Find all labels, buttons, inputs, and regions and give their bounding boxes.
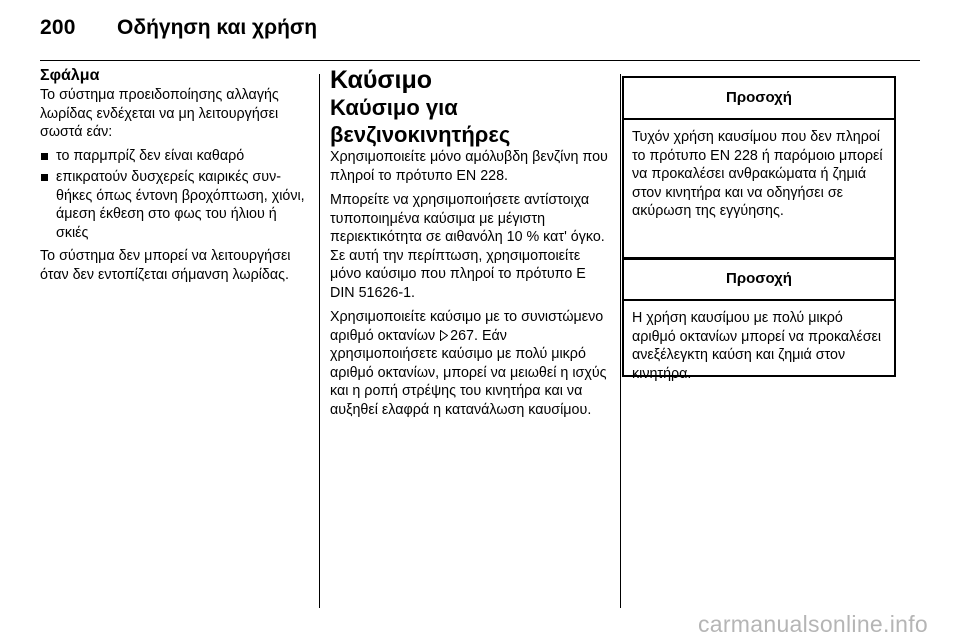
fuel-paragraph-3 bbox=[330, 308, 610, 419]
fuel-section-title: Καύσιμο bbox=[330, 66, 433, 94]
square-bullet-icon bbox=[41, 153, 48, 160]
chapter-title: Οδήγηση και χρήση bbox=[117, 16, 318, 39]
petrol-engines-subtitle bbox=[330, 94, 610, 148]
fault-intro: Το σύστημα προειδοποίησης αλλαγής λωρίδας ενδέχεται να μη λειτουργήσει σωστά εάν: bbox=[40, 87, 279, 140]
list-item bbox=[40, 168, 310, 242]
square-bullet-icon bbox=[41, 174, 48, 181]
column-divider-right bbox=[620, 74, 621, 608]
left-column bbox=[40, 66, 310, 284]
middle-column bbox=[330, 66, 610, 419]
page-reference-link[interactable]: 267. bbox=[450, 327, 478, 344]
column-divider-left bbox=[319, 74, 320, 608]
caution-title: Προσοχή bbox=[624, 259, 894, 301]
fuel-paragraph-1: Χρησιμοποιείτε μόνο αμόλυβδη βενζίνη που πληροί το πρότυπο EN 228. bbox=[330, 149, 608, 184]
low-octane-text: Εάν χρησιμοποιήσετε καύσιμο με πολύ μικρό αριθμό οκτανίων, μπορεί να μειωθεί η ισχύς και η ροπή στρέψης του κινητήρα και να αυξηθεί ελαφρά η κατανάλωση καυσίμου. bbox=[330, 327, 607, 418]
caution-box-fuel-standard bbox=[622, 76, 896, 260]
fault-conditions-list bbox=[40, 147, 310, 243]
page-number: 200 bbox=[40, 16, 76, 39]
fault-heading: Σφάλμα bbox=[40, 67, 100, 84]
page-header bbox=[40, 16, 920, 46]
triangle-arrow-right-icon bbox=[440, 330, 448, 341]
list-item-text: το παρμπρίζ δεν είναι καθαρό bbox=[56, 147, 245, 164]
list-item bbox=[40, 147, 310, 166]
fuel-paragraph-2: Μπορείτε να χρησιμοποιήσετε αντίστοιχα τυποποιημένα καύσιμα με μέγιστη περιεκτικότητα σε αιθανόλη 10 % κατ' όγκο. Σε αυτή την περίπτωση, χρησιμοποιείτε μόνο καύσιμο που πληροί το πρότυπο E DIN 51626-1. bbox=[330, 192, 605, 301]
caution-body: Η χρήση καυσίμου με πολύ μικρό αριθμό οκτανίων μπορεί να προκαλέσει ανεξέλεγκτη καύση και ζημιά στον κινητήρα. bbox=[632, 310, 882, 382]
caution-title: Προσοχή bbox=[624, 78, 894, 120]
caution-body: Τυχόν χρήση καυσίμου που δεν πληροί το πρότυπο EN 228 ή παρόμοιο μπορεί να προκαλέσει ανθρακώματα ή ζημιά στον κινητήρα και να οδηγήσει σε ακύρωση της εγγύησης. bbox=[632, 129, 883, 219]
subtitle-line-2: βενζινοκινητήρες bbox=[330, 122, 511, 147]
caution-box-octane bbox=[622, 257, 896, 382]
header-rule bbox=[40, 60, 920, 61]
octane-text: Χρησιμοποιείτε καύσιμο με το συνιστώμενο αριθμό οκτανίων bbox=[330, 309, 604, 344]
fault-outro: Το σύστημα δεν μπορεί να λειτουργήσει όταν δεν εντοπίζεται σήμανση λωρίδας. bbox=[40, 248, 291, 283]
list-item-text: επικρατούν δυσχερείς καιρικές συνθήκες όπως έντονη βροχόπτωση, χιόνι, άμεση έκθεση στο φως του ήλιου ή σκιές bbox=[56, 169, 305, 241]
watermark: carmanualsonline.info bbox=[697, 611, 928, 637]
subtitle-line-1: Καύσιμο για bbox=[330, 95, 458, 120]
